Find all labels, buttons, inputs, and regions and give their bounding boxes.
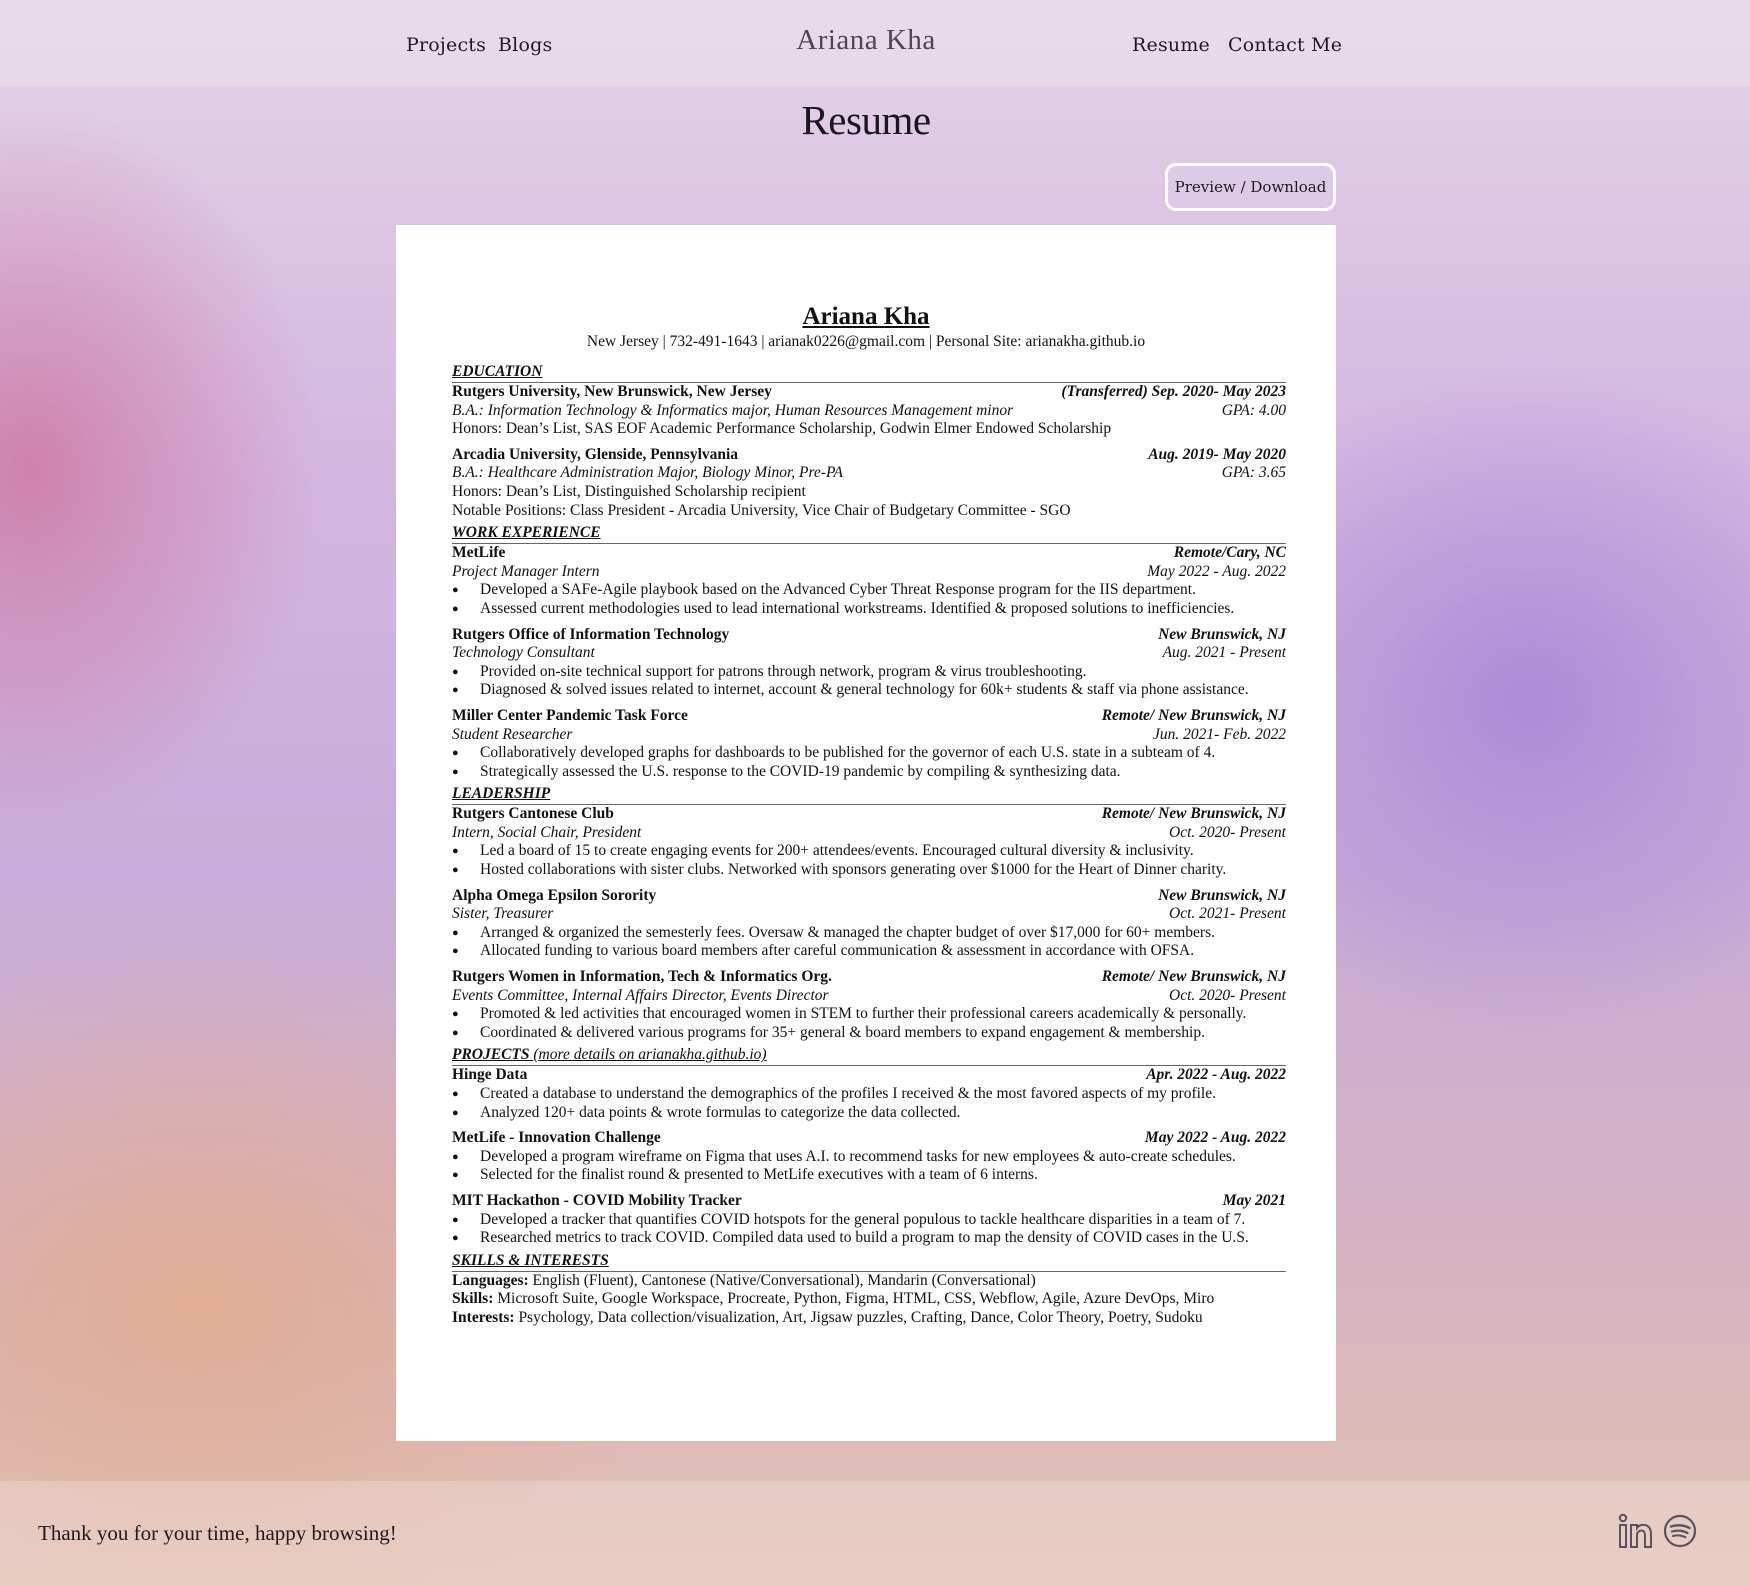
bullet-item: ● Analyzed 120+ data points & wrote formulas to categorize the data collected. bbox=[452, 1104, 1286, 1123]
bullet-item: ● Collaboratively developed graphs for dashboards to be published for the governor of each U.S. state in a subteam of 4. bbox=[452, 744, 1286, 763]
location: New Brunswick, NJ bbox=[1158, 625, 1286, 643]
role: Intern, Social Chair, President bbox=[452, 823, 642, 841]
languages-value: English (Fluent), Cantonese (Native/Conversational), Mandarin (Conversational) bbox=[532, 1271, 1036, 1289]
resume-body bbox=[452, 359, 1286, 1328]
interests-label: Interests: bbox=[452, 1308, 515, 1326]
section-heading-projects bbox=[452, 1045, 1286, 1066]
dates: May 2022 - Aug. 2022 bbox=[1144, 1129, 1286, 1147]
dates: May 2021 bbox=[1222, 1191, 1286, 1209]
role: Events Committee, Internal Affairs Director, Events Director bbox=[452, 986, 829, 1004]
section-heading-work: WORK EXPERIENCE bbox=[452, 523, 1286, 544]
resume-document bbox=[396, 225, 1336, 1441]
role: Student Researcher bbox=[452, 725, 573, 743]
section-heading-leadership: LEADERSHIP bbox=[452, 784, 1286, 805]
bullet-item: ● Strategically assessed the U.S. response to the COVID-19 pandemic by compiling & synthesizing data. bbox=[452, 763, 1286, 782]
org-name: Rutgers Office of Information Technology bbox=[452, 625, 730, 643]
projects-heading-text: PROJECTS bbox=[452, 1046, 530, 1064]
nav-blogs-link[interactable]: Blogs bbox=[498, 34, 553, 56]
location: Remote/Cary, NC bbox=[1173, 544, 1286, 562]
projects-subheading: (more details on arianakha.github.io) bbox=[533, 1046, 767, 1064]
role: Technology Consultant bbox=[452, 644, 595, 662]
degree: B.A.: Information Technology & Informatics major, Human Resources Management minor bbox=[452, 401, 1014, 419]
org-name: Miller Center Pandemic Task Force bbox=[452, 706, 688, 724]
resume-name: Ariana Kha bbox=[802, 303, 930, 330]
bullet-item: ● Created a database to understand the demographics of the profiles I received & the most favored aspects of my profile. bbox=[452, 1085, 1286, 1104]
org-name: Rutgers Women in Information, Tech & Informatics Org. bbox=[452, 968, 832, 986]
dates: Oct. 2021- Present bbox=[1169, 905, 1286, 923]
honors: Honors: Dean’s List, Distinguished Scholarship recipient bbox=[452, 482, 806, 500]
skills-value: Microsoft Suite, Google Workspace, Procreate, Python, Figma, HTML, CSS, Webflow, Agile, Azure DevOps, Miro bbox=[497, 1290, 1215, 1308]
bullet-item: ● Provided on-site technical support for patrons through network, program & virus troubleshooting. bbox=[452, 663, 1286, 682]
preview-download-button[interactable]: Preview / Download bbox=[1165, 163, 1336, 211]
degree: B.A.: Healthcare Administration Major, Biology Minor, Pre-PA bbox=[452, 464, 843, 482]
skills-label: Skills: bbox=[452, 1290, 494, 1308]
spotify-icon[interactable] bbox=[1662, 1513, 1698, 1549]
top-navigation bbox=[0, 0, 1750, 86]
dates: May 2022 - Aug. 2022 bbox=[1147, 562, 1286, 580]
site-brand[interactable]: Ariana Kha bbox=[796, 24, 936, 56]
dates: Aug. 2021 - Present bbox=[1162, 644, 1286, 662]
honors: Honors: Dean’s List, SAS EOF Academic Performance Scholarship, Godwin Elmer Endowed Scholarship bbox=[452, 420, 1112, 438]
nav-resume-link[interactable]: Resume bbox=[1132, 34, 1210, 56]
page-title: Resume bbox=[801, 97, 931, 143]
location: Remote/ New Brunswick, NJ bbox=[1101, 968, 1286, 986]
dates: Oct. 2020- Present bbox=[1169, 823, 1286, 841]
school-name: Rutgers University, New Brunswick, New Jersey bbox=[452, 383, 772, 400]
location: Remote/ New Brunswick, NJ bbox=[1101, 805, 1286, 823]
bullet-item: ● Assessed current methodologies used to lead international workstreams. Identified & proposed solutions to inefficiencies. bbox=[452, 600, 1286, 619]
bullet-item: ● Developed a program wireframe on Figma that uses A.I. to recommend tasks for new employees & auto-create schedules. bbox=[452, 1148, 1286, 1167]
bullet-item: ● Coordinated & delivered various programs for 35+ general & board members to expand engagement & membership. bbox=[452, 1024, 1286, 1043]
org-name: MetLife bbox=[452, 544, 506, 562]
bullet-item: ● Diagnosed & solved issues related to internet, account & general technology for 60k+ students & staff via phone assistance. bbox=[452, 681, 1286, 700]
section-heading-education: EDUCATION bbox=[452, 362, 1286, 383]
nav-contact-link[interactable]: Contact Me bbox=[1228, 34, 1343, 56]
bullet-item: ● Researched metrics to track COVID. Compiled data used to build a program to map the density of COVID cases in the U.S. bbox=[452, 1229, 1286, 1248]
bullet-item: ● Hosted collaborations with sister clubs. Networked with sponsors generating over $1000 for the Heart of Dinner charity. bbox=[452, 861, 1286, 880]
nav-projects-link[interactable]: Projects bbox=[406, 34, 487, 56]
location: New Brunswick, NJ bbox=[1158, 886, 1286, 904]
bullet-item: ● Allocated funding to various board members after careful communication & assessment in accordance with OFSA. bbox=[452, 942, 1286, 961]
dates: Jun. 2021- Feb. 2022 bbox=[1152, 725, 1286, 743]
org-name: Alpha Omega Epsilon Sorority bbox=[452, 886, 657, 904]
notable-positions: Notable Positions: Class President - Arcadia University, Vice Chair of Budgetary Committee - SGO bbox=[452, 501, 1071, 519]
location: Remote/ New Brunswick, NJ bbox=[1101, 706, 1286, 724]
org-name: Rutgers Cantonese Club bbox=[452, 805, 614, 823]
role: Sister, Treasurer bbox=[452, 905, 554, 923]
linkedin-icon[interactable] bbox=[1618, 1513, 1654, 1549]
bullet-item: ● Developed a tracker that quantifies COVID hotspots for the general populous to tackle healthcare disparities in a team of 7. bbox=[452, 1211, 1286, 1230]
dates: Aug. 2019- May 2020 bbox=[1148, 445, 1286, 463]
role: Project Manager Intern bbox=[452, 562, 600, 580]
bullet-item: ● Promoted & led activities that encouraged women in STEM to further their professional careers academically & personally. bbox=[452, 1005, 1286, 1024]
bullet-item: ● Arranged & organized the semesterly fees. Oversaw & managed the chapter budget of over $17,000 for 60+ members. bbox=[452, 924, 1286, 943]
bullet-item: ● Developed a SAFe-Agile playbook based on the Advanced Cyber Threat Response program for the IIS department. bbox=[452, 581, 1286, 600]
dates: Oct. 2020- Present bbox=[1169, 986, 1286, 1004]
footer bbox=[0, 1481, 1750, 1586]
section-heading-skills: SKILLS & INTERESTS bbox=[452, 1251, 1286, 1272]
project-name: MIT Hackathon - COVID Mobility Tracker bbox=[452, 1191, 742, 1209]
languages-label: Languages: bbox=[452, 1271, 529, 1289]
resume-contact: New Jersey | 732-491-1643 | arianak0226@gmail.com | Personal Site: arianakha.github.io bbox=[586, 333, 1146, 350]
dates: Apr. 2022 - Aug. 2022 bbox=[1146, 1066, 1286, 1084]
interests-value: Psychology, Data collection/visualization, Art, Jigsaw puzzles, Crafting, Dance, Color Theory, Poetry, Sudoku bbox=[518, 1308, 1203, 1326]
bullet-item: ● Led a board of 15 to create engaging events for 200+ attendees/events. Encouraged cultural diversity & inclusivity. bbox=[452, 842, 1286, 861]
project-name: MetLife - Innovation Challenge bbox=[452, 1129, 661, 1147]
school-name: Arcadia University, Glenside, Pennsylvania bbox=[452, 445, 739, 463]
footer-message: Thank you for your time, happy browsing! bbox=[38, 1521, 397, 1545]
gpa: GPA: 3.65 bbox=[1221, 464, 1286, 482]
dates: (Transferred) Sep. 2020- May 2023 bbox=[1061, 383, 1286, 400]
bullet-item: ● Selected for the finalist round & presented to MetLife executives with a team of 6 interns. bbox=[452, 1166, 1286, 1185]
project-name: Hinge Data bbox=[452, 1066, 528, 1084]
gpa: GPA: 4.00 bbox=[1221, 401, 1286, 419]
